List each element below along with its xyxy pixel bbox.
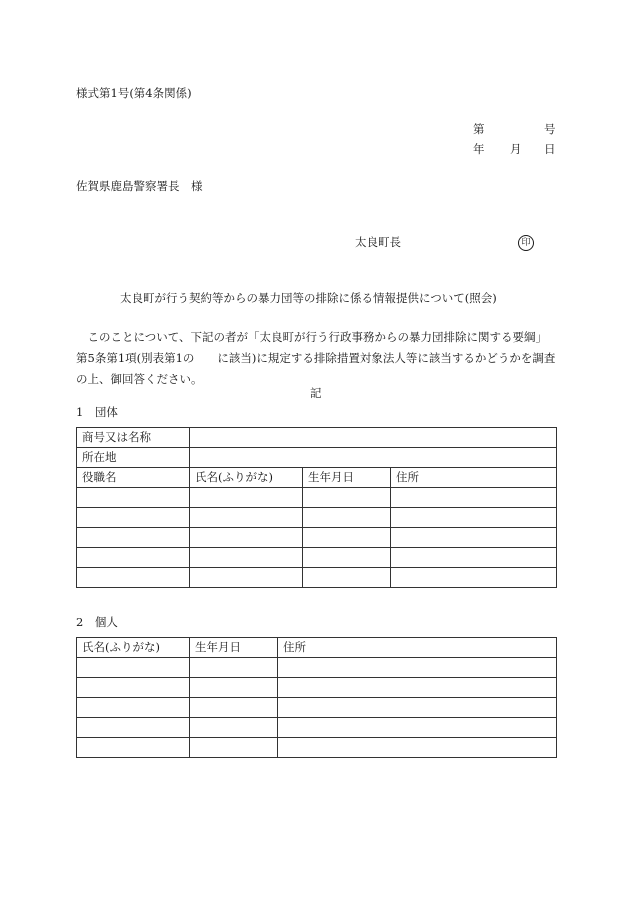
table-cell[interactable] (190, 548, 303, 568)
column-header-name: 氏名(ふりがな) (77, 638, 190, 658)
table-cell[interactable] (190, 488, 303, 508)
table-cell[interactable] (77, 508, 190, 528)
table-cell[interactable] (190, 698, 278, 718)
column-header-birthdate: 生年月日 (303, 468, 391, 488)
addressee: 佐賀県鹿島警察署長 様 (76, 179, 203, 193)
table-cell[interactable] (278, 698, 557, 718)
table-cell[interactable] (278, 658, 557, 678)
table-cell[interactable] (77, 548, 190, 568)
table-cell[interactable] (77, 488, 190, 508)
table-cell[interactable] (303, 528, 391, 548)
table-row (77, 678, 557, 698)
table-row (77, 548, 557, 568)
column-header-birthdate: 生年月日 (190, 638, 278, 658)
table-cell[interactable] (391, 548, 557, 568)
name-value-cell[interactable] (190, 428, 557, 448)
section2-heading: 2 個人 (76, 615, 118, 629)
column-header-position: 役職名 (77, 468, 190, 488)
table-row (77, 738, 557, 758)
name-label-cell: 商号又は名称 (77, 428, 190, 448)
table-cell[interactable] (190, 508, 303, 528)
sender-name: 太良町長 (355, 235, 401, 249)
table-cell[interactable] (77, 698, 190, 718)
table-row (77, 698, 557, 718)
address-value-cell[interactable] (190, 448, 557, 468)
doc-number-go: 号 (544, 122, 556, 136)
form-label: 様式第1号(第4条関係) (76, 86, 192, 100)
individual-table (76, 637, 557, 758)
table-cell[interactable] (303, 488, 391, 508)
table-cell[interactable] (303, 548, 391, 568)
section1-heading: 1 団体 (76, 405, 118, 419)
table-row (77, 528, 557, 548)
table-cell[interactable] (278, 738, 557, 758)
table-row (77, 658, 557, 678)
table-cell[interactable] (77, 678, 190, 698)
table-row (77, 488, 557, 508)
table-cell[interactable] (77, 528, 190, 548)
table-cell[interactable] (391, 508, 557, 528)
table-cell[interactable] (77, 568, 190, 588)
table-cell[interactable] (303, 568, 391, 588)
table-cell[interactable] (77, 718, 190, 738)
column-header-name: 氏名(ふりがな) (190, 468, 303, 488)
table-cell[interactable] (303, 508, 391, 528)
table-cell[interactable] (391, 488, 557, 508)
table-cell[interactable] (190, 658, 278, 678)
document-title: 太良町が行う契約等からの暴力団等の排除に係る情報提供について(照会) (120, 291, 497, 305)
date-day: 日 (544, 142, 556, 156)
table-cell[interactable] (190, 718, 278, 738)
date-month: 月 (510, 142, 522, 156)
ki-heading: 記 (310, 386, 322, 400)
table-row (77, 448, 557, 468)
seal-mark: 印 (518, 235, 534, 251)
organization-table (76, 427, 557, 588)
table-cell[interactable] (190, 678, 278, 698)
table-cell[interactable] (278, 678, 557, 698)
table-row (77, 718, 557, 738)
table-row (77, 508, 557, 528)
column-header-address: 住所 (278, 638, 557, 658)
table-row (77, 568, 557, 588)
table-cell[interactable] (190, 568, 303, 588)
address-label-cell: 所在地 (77, 448, 190, 468)
table-cell[interactable] (190, 528, 303, 548)
table-cell[interactable] (190, 738, 278, 758)
table-cell[interactable] (391, 568, 557, 588)
table-cell[interactable] (391, 528, 557, 548)
table-cell[interactable] (77, 658, 190, 678)
table-header-row (77, 638, 557, 658)
table-header-row (77, 468, 557, 488)
date-year: 年 (473, 142, 485, 156)
table-row (77, 428, 557, 448)
doc-number-dai: 第 (473, 122, 485, 136)
table-cell[interactable] (77, 738, 190, 758)
body-paragraph: このことについて、下記の者が「太良町が行う行政事務からの暴力団排除に関する要綱」第5条第1項(別表第1の に該当)に規定する排除措置対象法人等に該当するかどうかを調査の上、御回答ください。 (76, 330, 556, 386)
table-cell[interactable] (278, 718, 557, 738)
column-header-address: 住所 (391, 468, 557, 488)
